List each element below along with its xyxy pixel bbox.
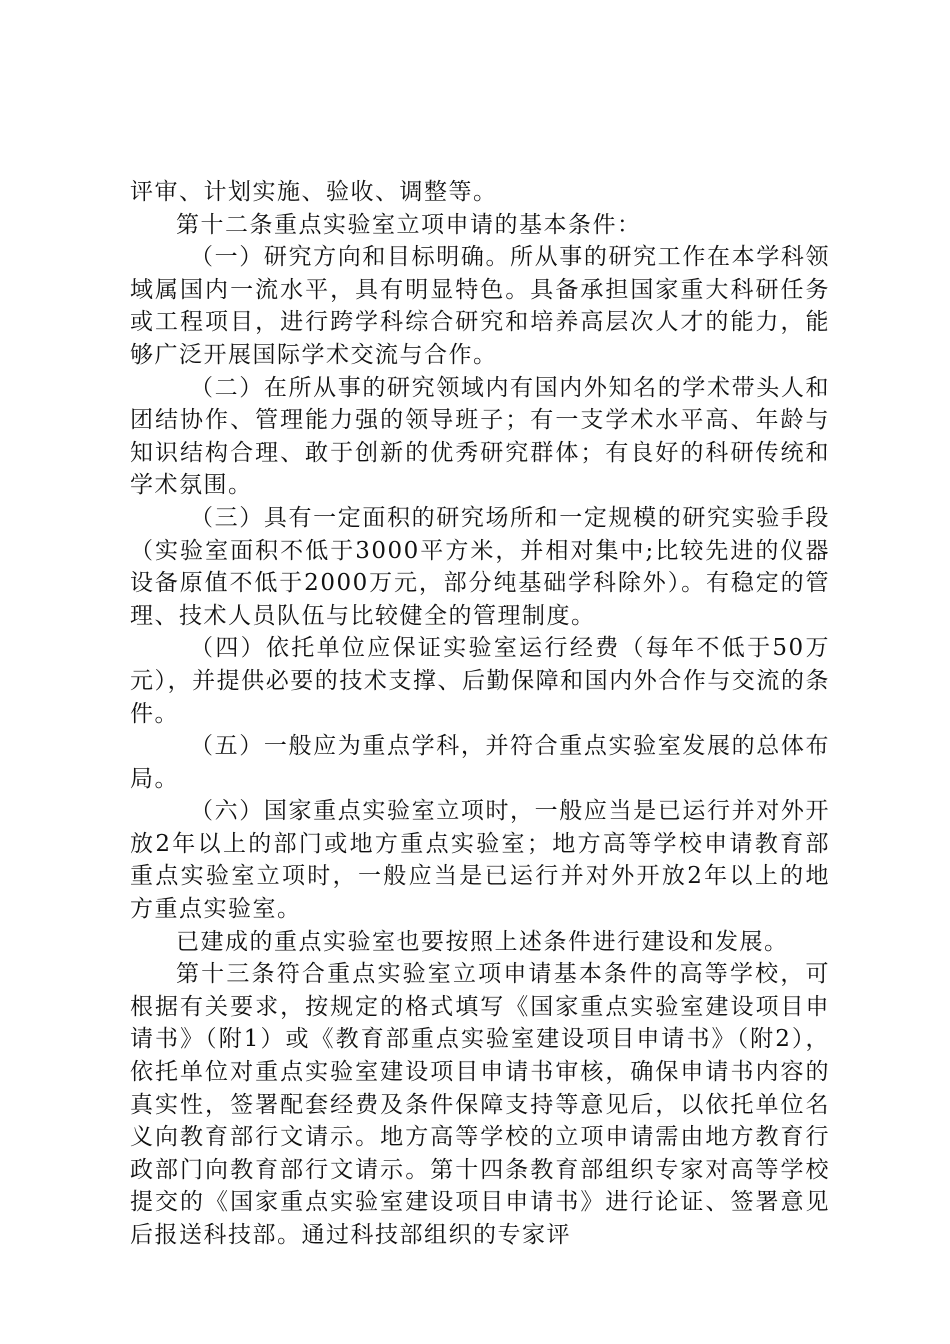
condition-item-1: （一）研究方向和目标明确。所从事的研究工作在本学科领域属国内一流水平，具有明显特色。具备承担国家重大科研任务或工程项目，进行跨学科综合研究和培养高层次人才的能力，能够广泛开展国际学术交流与合作。	[130, 244, 830, 368]
condition-item-5: （五）一般应为重点学科，并符合重点实验室发展的总体布局。	[130, 733, 830, 792]
condition-item-3: （三）具有一定面积的研究场所和一定规模的研究实验手段（实验室面积不低于3000平方米，并相对集中;比较先进的仪器设备原值不低于2000万元，部分纯基础学科除外）。有稳定的管理、技术人员队伍与比较健全的管理制度。	[130, 504, 830, 629]
article-12-heading: 第十二条重点实验室立项申请的基本条件：	[176, 211, 642, 238]
condition-item-6: （六）国家重点实验室立项时，一般应当是已运行并对外开放2年以上的部门或地方重点实验室；地方高等学校申请教育部重点实验室立项时，一般应当是已运行并对外开放2年以上的地方重点实验室。	[130, 798, 830, 923]
built-lab-note: 已建成的重点实验室也要按照上述条件进行建设和发展。	[176, 928, 789, 955]
paragraph-continuation: 评审、计划实施、验收、调整等。	[130, 179, 498, 205]
condition-item-2: （二）在所从事的研究领域内有国内外知名的学术带头人和团结协作、管理能力强的领导班子；有一支学术水平高、年龄与知识结构合理、敢于创新的优秀研究群体；有良好的科研传统和学术氛围。	[130, 374, 830, 499]
condition-item-4: （四）依托单位应保证实验室运行经费（每年不低于50万元），并提供必要的技术支撑、后勤保障和国内外合作与交流的条件。	[130, 635, 830, 727]
article-13-body: 第十三条符合重点实验室立项申请基本条件的高等学校，可根据有关要求，按规定的格式填写《国家重点实验室建设项目申请书》（附1）或《教育部重点实验室建设项目申请书》（附2），依托单位对重点实验室建设项目申请书审核，确保申请书内容的真实性，签署配套经费及条件保障支持等意见后，以依托单位名义向教育部行文请示。地方高等学校的立项申请需由地方教育行政部门向教育部行文请示。第十四条教育部组织专家对高等学校提交的《国家重点实验室建设项目申请书》进行论证、签署意见后报送科技部。通过科技部组织的专家评	[130, 961, 830, 1248]
document-page	[130, 176, 830, 1252]
